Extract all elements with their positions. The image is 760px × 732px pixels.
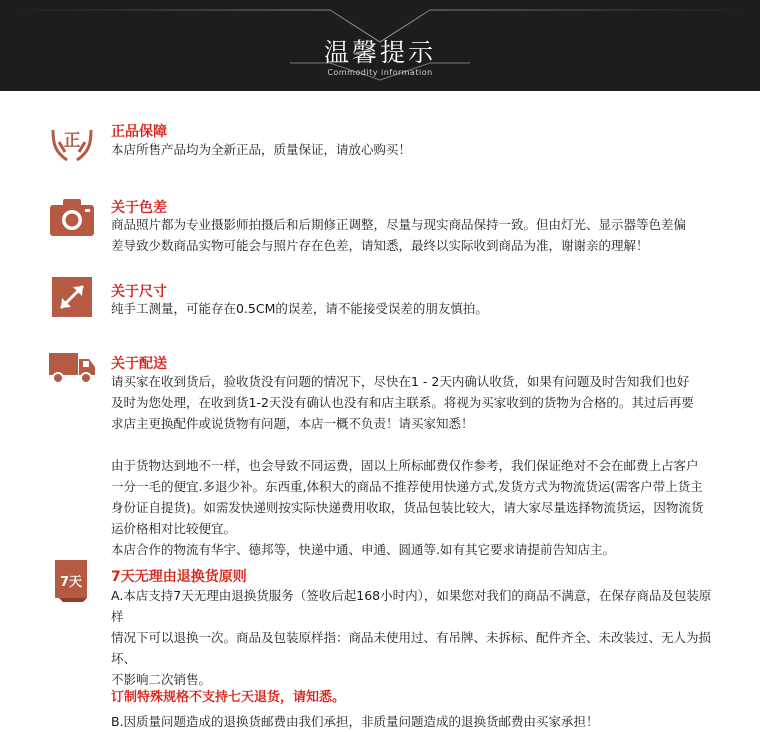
text-line: 及时为您处理，在收到货1-2天没有确认也没有和店主联系。将视为买家收到的货物为合格的。其过后再要: [111, 395, 694, 410]
camera-icon: [49, 196, 95, 238]
text-line: 差导致少数商品实物可能会与照片存在色差，请知悉，最终以实际收到商品为准，谢谢亲的理解！: [111, 238, 649, 253]
header-title: 温馨提示: [323, 38, 436, 67]
text-line: 求店主更换配件或说货物有问题，本店一概不负责！请买家知悉！: [111, 416, 474, 431]
text-line: 一分一毛的便宜.多退少补。东西重,体积大的商品不推荐使用快递方式,发货方式为物流货运(需客户带上货主: [111, 479, 703, 494]
text-line: 纯手工测量，可能存在0.5CM的误差，请不能接受误差的朋友慎拍。: [111, 301, 488, 316]
header-banner: [0, 0, 760, 91]
section-title: 关于配送: [111, 356, 167, 372]
section-title: 7天无理由退换货原则: [111, 569, 247, 585]
text-line: 身份证自提货)。如需发快递则按实际快递费用收取，货品包装比较大，请大家尽量选择物流货运，因物流货: [111, 500, 704, 515]
header-subtitle: Commodity information: [327, 68, 433, 77]
custom-order-notice: 订制特殊规格不支持七天退货，请知悉。: [111, 690, 346, 705]
section-text: [111, 585, 723, 732]
section-text: [111, 139, 723, 160]
seven-days-icon: [49, 560, 95, 602]
section-title: 关于色差: [111, 200, 167, 216]
text-line: 情况下可以退换一次。商品及包装原样指：商品未使用过、有吊牌、未拆标、配件齐全、未改装过、无人为损坏、: [111, 630, 712, 666]
text-line: 不影响二次销售。: [111, 672, 212, 687]
section-title: 关于尺寸: [111, 284, 167, 300]
seven-days-glyph: 7天: [59, 575, 83, 590]
section-title: 正品保障: [111, 124, 167, 140]
text-line: 本店所售产品均为全新正品，质量保证，请放心购买！: [111, 142, 412, 157]
truck-icon: [49, 347, 95, 389]
text-line: B.因质量问题造成的退换货邮费由我们承担，非质量问题造成的退换货邮费由买家承担！: [111, 714, 599, 729]
section-text: [111, 214, 723, 256]
text-line: A.本店支持7天无理由退换货服务（签收后起168小时内），如果您对我们的商品不满意，在保存商品及包装原样: [111, 588, 712, 624]
hands-zheng-icon: [49, 122, 95, 164]
text-line: 商品照片都为专业摄影师拍摄后和后期修正调整，尽量与现实商品保持一致。但由灯光、显示器等色差偏: [111, 217, 687, 232]
text-line: 运价格相对比较便宜。: [111, 521, 237, 536]
text-line: 由于货物达到地不一样，也会导致不同运费，固以上所标邮费仅作参考，我们保证绝对不会在邮费上占客户: [111, 458, 699, 473]
text-line: 请买家在收到货后，验收货没有问题的情况下，尽快在1 - 2天内确认收货，如果有问题及时告知我们也好: [111, 374, 690, 389]
text-line: 本店合作的物流有华宇、德邦等，快递中通、申通、圆通等.如有其它要求请提前告知店主。: [111, 542, 615, 557]
section-text: [111, 371, 723, 560]
zheng-glyph: 正: [63, 131, 81, 151]
diagonal-arrow-icon: [49, 276, 95, 318]
section-text: [111, 298, 723, 319]
